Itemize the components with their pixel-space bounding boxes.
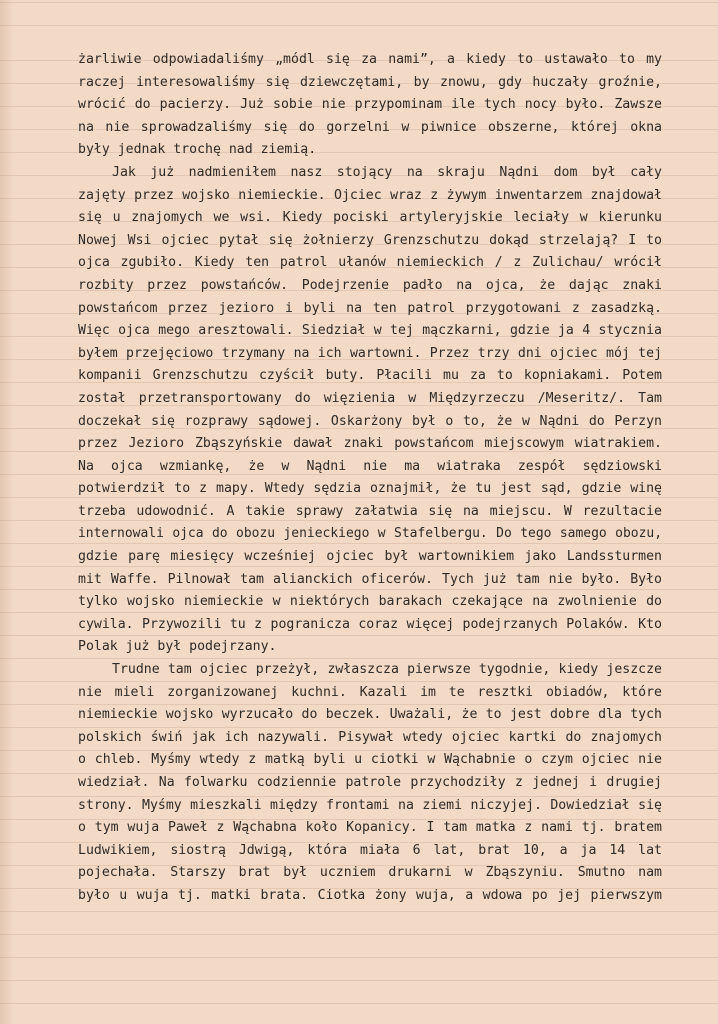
text-line: Polak już był podejrzany. xyxy=(78,639,277,655)
text-line: Na ojca wzmiankę, że w Nądni nie ma wiatraka zespół sędziowski xyxy=(78,458,662,474)
text-line: potwierdził to z mapy. Wtedy sędzia oznajmił, że tu jest sąd, gdzie winę xyxy=(78,481,662,497)
text-line: o chleb. Myśmy wtedy z matką byli u ciotki w Wąchabnie o czym ojciec nie xyxy=(78,752,662,768)
text-line: trzeba udowodnić. A takie sprawy załatwia się na miejscu. W rezultacie xyxy=(78,503,662,519)
text-line: mit Waffe. Pilnował tam alianckich oficerów. Tych już tam nie było. Było xyxy=(78,571,662,587)
text-line: nie mieli zorganizowanej kuchni. Kazali im te resztki obiadów, które xyxy=(78,684,662,700)
text-line: Ludwikiem, siostrą Jdwigą, która miała 6 lat, brat 10, a ja 14 lat xyxy=(78,842,662,858)
text-line: się u znajomych we wsi. Kiedy pociski artyleryjskie leciały w kierunku xyxy=(78,210,662,226)
text-line-first: Jak już nadmieniłem nasz stojący na skraju Nądni dom był cały xyxy=(112,164,662,180)
text-line: polskich świń jak ich nazywali. Pisywał wtedy ojciec kartki do znajomych xyxy=(78,729,662,745)
text-line: rozbity przez powstańców. Podejrzenie padło na ojca, że dając znaki xyxy=(78,277,662,293)
text-line: strony. Myśmy mieszkali między frontami na ziemi niczyjej. Dowiedział się xyxy=(78,797,662,813)
text-line: tylko wojsko niemieckie w niektórych barakach czekające na zwolnienie do xyxy=(78,594,662,610)
text-line: wiedział. Na folwarku codziennie patrole przychodziły z jednej i drugiej xyxy=(78,775,662,790)
text-line: przez Jezioro Zbąszyńskie dawał znaki powstańcom miejscowym wiatrakiem. xyxy=(78,436,662,452)
text-line: żarliwie odpowiadaliśmy „módl się za nami”, a kiedy to ustawało to my xyxy=(78,52,662,67)
text-line: było u wuja tj. matki brata. Ciotka żony wuja, a wdowa po jej pierwszym xyxy=(78,887,662,903)
page-edge-shadow xyxy=(0,0,14,1024)
text-line: Więc ojca mego aresztowali. Siedział w tej mączkarni, gdzie ja 4 stycznia xyxy=(78,323,662,339)
text-line: na nie sprowadzaliśmy się do gorzelni w piwnice obszerne, której okna xyxy=(78,119,662,135)
text-line: o tym wuja Paweł z Wąchabna koło Kopanicy. I tam matka z nami tj. bratem xyxy=(78,820,662,836)
text-line: cywila. Przywozili tu z pogranicza coraz więcej podejrzanych Polaków. Kto xyxy=(78,616,662,632)
text-line: Nowej Wsi ojciec pytał się żołnierzy Grenzschutzu dokąd strzelają? I to xyxy=(78,232,662,248)
text-line-first: Trudne tam ojciec przeżył, zwłaszcza pierwsze tygodnie, kiedy jeszcze xyxy=(112,662,662,678)
text-line: niemieckie wojsko wyrzucało do beczek. Uważali, że to jest dobre dla tych xyxy=(78,707,662,723)
text-line: ojca zgubiło. Kiedy ten patrol ułanów niemieckich / z Zulichau/ wrócił xyxy=(78,255,662,271)
typewritten-text xyxy=(78,49,662,908)
text-line: gdzie parę miesięcy wcześniej ojciec był wartownikiem jako Landssturmen xyxy=(78,549,662,565)
text-line: powstańcom przez jezioro i byli na ten patrol przygotowani z zasadzką. xyxy=(78,300,662,316)
text-line: były jednak trochę nad ziemią. xyxy=(78,142,317,158)
text-line: kompanii Grenzschutzu czyścił buty. Płacili mu za to kopniakami. Potem xyxy=(78,368,662,384)
text-line: doczekał się rozprawy sądowej. Oskarżony był o to, że w Nądni do Perzyn xyxy=(78,413,662,429)
text-line: został przetransportowany do więzienia w Międzyrzeczu /Meseritz/. Tam xyxy=(78,390,662,406)
text-line: raczej interesowaliśmy się dziewczętami, by znowu, gdy huczały groźnie, xyxy=(78,74,662,90)
text-line: zajęty przez wojsko niemieckie. Ojciec wraz z żywym inwentarzem znajdował xyxy=(78,187,662,203)
text-line: byłem przejęciowo trzymany na ich wartowni. Przez trzy dni ojciec mój tej xyxy=(78,345,662,361)
text-line: internowali ojca do obozu jenieckiego w Stafelbergu. Do tego samego obozu, xyxy=(78,526,662,542)
text-line: wrócić do pacierzy. Już sobie nie przypominam ile tych nocy było. Zawsze xyxy=(78,97,662,113)
text-line: pojechała. Starszy brat był uczniem drukarni w Zbąszyniu. Smutno nam xyxy=(78,865,662,881)
